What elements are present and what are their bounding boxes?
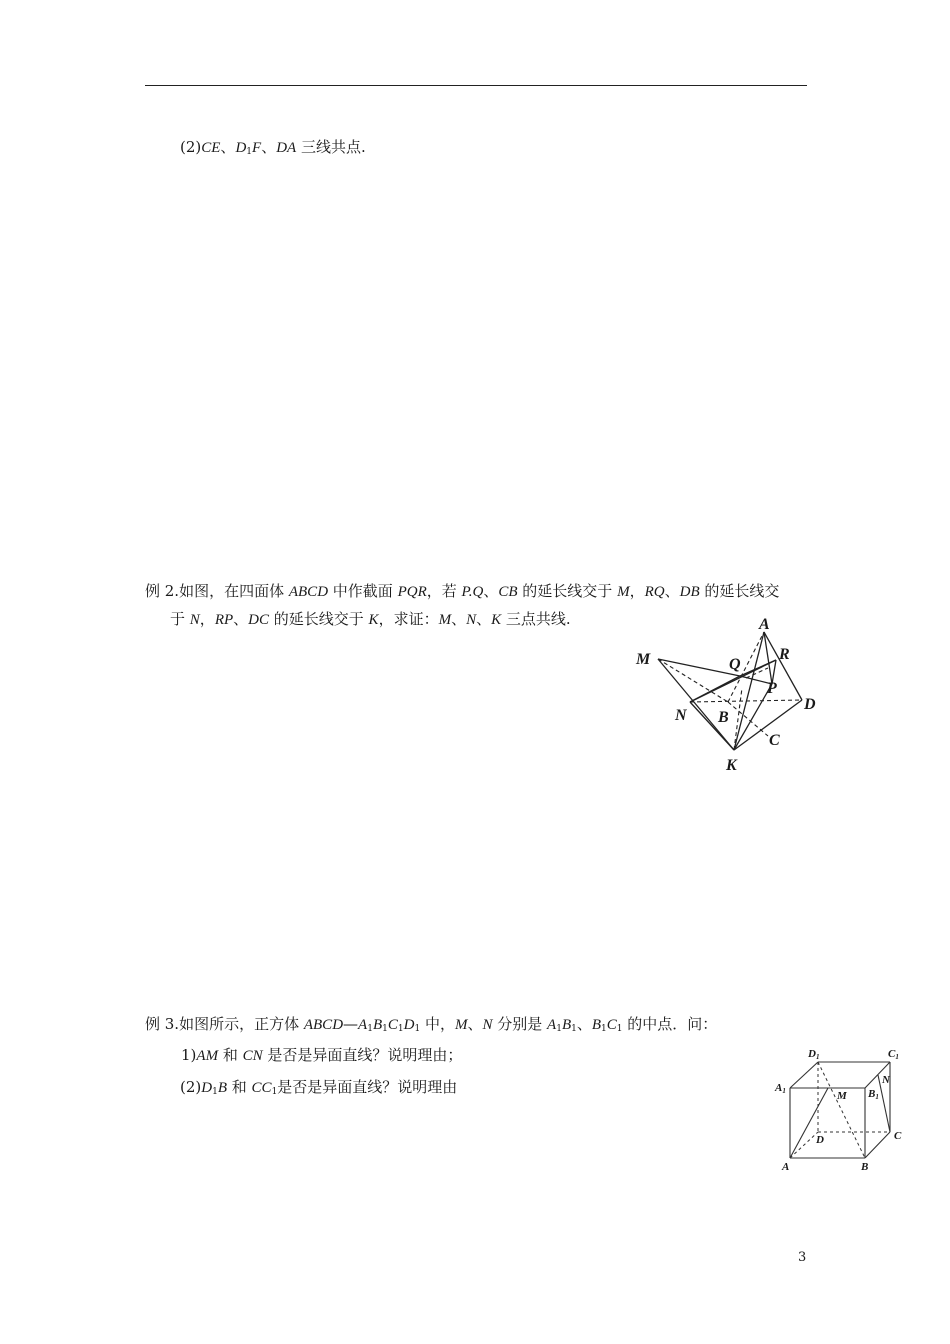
label-M: M [837, 1090, 847, 1102]
example3-question2: $(2)D_1B$ 和 $CC_1$是否是异面直线？说明理由 [180, 1078, 458, 1097]
example2-line2: 于 N，RP、DC 的延长线交于 K，求证：M、N、K 三点共线. [170, 610, 571, 628]
label-B: B [861, 1161, 869, 1173]
page-number: 3 [798, 1250, 807, 1265]
example2-line1: 例 2.如图，在四面体 ABCD 中作截面 PQR，若 P.Q、CB 的延长线交于 M，RQ、DB 的延长线交 [145, 582, 780, 600]
label-B: B [718, 709, 729, 726]
example3-line1: 例 3.如图所示，正方体 $ABCD—A_1B_1C_1D_1$ 中，M、N 分别是 $A_1B_1$、$B_1C_1$ 的中点．问： [145, 1015, 718, 1034]
tetrahedron-figure [630, 612, 840, 777]
cube-figure [772, 1045, 912, 1175]
label-D1: D1 [808, 1048, 820, 1061]
label-C1: C1 [888, 1048, 899, 1061]
label-N: N [882, 1074, 890, 1086]
label-C: C [894, 1130, 902, 1142]
label-A1: A1 [775, 1082, 786, 1095]
label-Q: Q [729, 656, 741, 673]
label-A: A [782, 1161, 790, 1173]
label-A: A [759, 616, 770, 633]
label-M: M [636, 651, 651, 668]
label-D: D [816, 1134, 824, 1146]
header-rule [145, 85, 807, 86]
label-B1: B1 [868, 1088, 879, 1101]
label-R: R [779, 646, 790, 663]
example3-question1: 1)AM 和 CN 是否是异面直线？说明理由； [181, 1046, 463, 1064]
label-K: K [726, 757, 737, 774]
part2-statement: (2)CE、$D_1F$、DA 三线共点. [180, 138, 366, 157]
label-D: D [804, 696, 816, 713]
label-N: N [675, 707, 687, 724]
label-C: C [769, 732, 780, 749]
label-P: P [767, 680, 777, 697]
